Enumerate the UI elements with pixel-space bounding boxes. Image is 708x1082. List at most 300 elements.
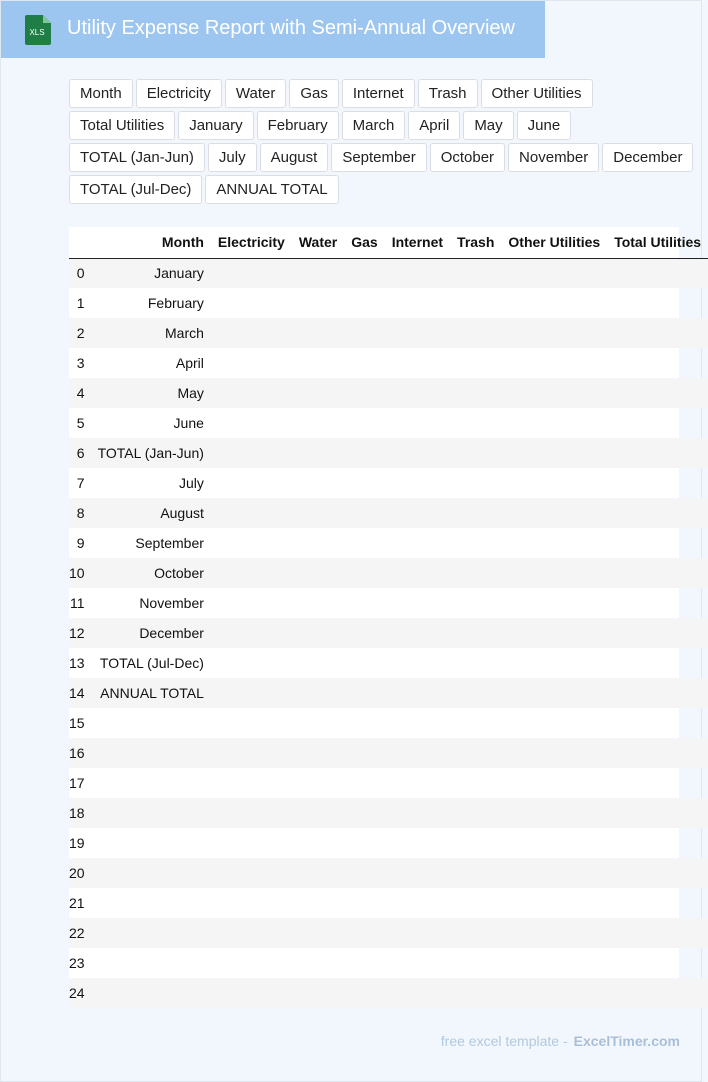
value-cell — [501, 318, 607, 348]
value-cell — [450, 798, 501, 828]
table-row — [69, 318, 708, 348]
row-index-cell — [69, 588, 91, 618]
value-cell — [607, 558, 708, 588]
value-cell — [607, 288, 708, 318]
month-cell: September — [135, 535, 204, 551]
column-chip[interactable]: Internet — [342, 79, 415, 108]
value-cell — [501, 348, 607, 378]
column-chip[interactable]: TOTAL (Jan-Jun) — [69, 143, 205, 172]
value-cell — [501, 648, 607, 678]
value-cell — [344, 768, 384, 798]
value-cell — [344, 258, 384, 288]
value-cell — [607, 378, 708, 408]
value-cell — [292, 528, 344, 558]
value-cell — [292, 438, 344, 468]
value-cell — [292, 558, 344, 588]
value-cell — [501, 948, 607, 978]
value-cell — [501, 708, 607, 738]
value-cell — [344, 408, 384, 438]
table-row — [69, 408, 708, 438]
value-cell — [211, 678, 292, 708]
value-cell — [292, 828, 344, 858]
value-cell — [344, 978, 384, 1008]
value-cell — [607, 408, 708, 438]
column-chip[interactable]: Electricity — [136, 79, 222, 108]
column-chip[interactable]: June — [517, 111, 572, 140]
month-cell — [91, 948, 211, 978]
table-row — [69, 768, 708, 798]
table-row — [69, 558, 708, 588]
column-chip[interactable]: Total Utilities — [69, 111, 175, 140]
data-table — [69, 227, 708, 1008]
value-cell — [292, 918, 344, 948]
value-cell — [211, 258, 292, 288]
value-cell — [450, 888, 501, 918]
value-cell — [450, 258, 501, 288]
value-cell — [501, 888, 607, 918]
value-cell — [385, 558, 450, 588]
value-cell — [344, 678, 384, 708]
value-cell — [385, 828, 450, 858]
table-row — [69, 828, 708, 858]
value-cell — [385, 738, 450, 768]
value-cell — [450, 528, 501, 558]
row-index-cell — [69, 948, 91, 978]
row-index: 11 — [70, 595, 85, 611]
value-cell — [501, 498, 607, 528]
value-cell — [211, 468, 292, 498]
row-index: 17 — [69, 775, 85, 791]
value-cell — [211, 408, 292, 438]
month-cell — [91, 798, 211, 828]
value-cell — [292, 858, 344, 888]
value-cell — [292, 978, 344, 1008]
value-cell — [501, 828, 607, 858]
value-cell — [211, 648, 292, 678]
table-row — [69, 738, 708, 768]
value-cell — [385, 258, 450, 288]
value-cell — [211, 438, 292, 468]
table-row — [69, 948, 708, 978]
value-cell — [211, 978, 292, 1008]
value-cell — [385, 918, 450, 948]
month-cell: April — [175, 355, 204, 371]
value-cell — [450, 768, 501, 798]
value-cell — [501, 588, 607, 618]
value-cell — [211, 708, 292, 738]
month-cell: December — [91, 618, 211, 648]
value-cell — [292, 258, 344, 288]
value-cell — [344, 528, 384, 558]
row-index-cell — [69, 828, 91, 858]
value-cell — [344, 828, 384, 858]
spreadsheet-preview — [69, 227, 702, 1008]
value-cell — [450, 948, 501, 978]
value-cell — [344, 318, 384, 348]
value-cell — [501, 408, 607, 438]
row-index: 5 — [76, 415, 85, 431]
svg-text:XLS: XLS — [29, 28, 45, 37]
month-cell: November — [139, 595, 204, 611]
value-cell — [211, 498, 292, 528]
value-cell — [292, 738, 344, 768]
value-cell — [211, 918, 292, 948]
value-cell — [501, 438, 607, 468]
month-cell: March — [91, 318, 211, 348]
value-cell — [344, 888, 384, 918]
row-index: 18 — [69, 805, 85, 821]
row-index: 10 — [69, 565, 85, 581]
value-cell — [344, 468, 384, 498]
row-index-cell — [69, 408, 91, 438]
value-cell — [211, 828, 292, 858]
value-cell — [450, 648, 501, 678]
value-cell — [385, 498, 450, 528]
row-index-cell — [69, 318, 91, 348]
value-cell — [292, 468, 344, 498]
value-cell — [607, 768, 708, 798]
row-index: 0 — [76, 265, 85, 282]
row-index-cell — [69, 678, 91, 708]
column-header: Total Utilities — [607, 227, 708, 258]
column-chip-list — [69, 79, 701, 204]
value-cell — [607, 708, 708, 738]
row-index: 1 — [76, 295, 85, 311]
value-cell — [344, 438, 384, 468]
column-chip[interactable]: March — [342, 111, 406, 140]
month-cell: TOTAL (Jul-Dec) — [99, 655, 204, 671]
table-row — [69, 498, 708, 528]
row-index: 2 — [76, 325, 85, 341]
row-index-cell — [69, 258, 91, 288]
month-cell — [91, 828, 211, 858]
value-cell — [292, 948, 344, 978]
page-title: Utility Expense Report with Semi-Annual Overview — [67, 17, 515, 39]
value-cell — [344, 738, 384, 768]
row-index: 14 — [69, 685, 85, 701]
value-cell — [292, 798, 344, 828]
value-cell — [344, 288, 384, 318]
value-cell — [292, 378, 344, 408]
value-cell — [501, 978, 607, 1008]
value-cell — [344, 948, 384, 978]
value-cell — [607, 978, 708, 1008]
row-index-cell — [69, 498, 91, 528]
footer-brand-link[interactable]: ExcelTimer.com — [573, 1033, 680, 1049]
value-cell — [211, 738, 292, 768]
row-index: 22 — [69, 925, 85, 941]
value-cell — [607, 858, 708, 888]
row-index-cell — [69, 798, 91, 828]
column-header: Other Utilities — [501, 227, 607, 258]
value-cell — [501, 528, 607, 558]
column-header: Trash — [450, 227, 501, 258]
value-cell — [501, 618, 607, 648]
value-cell — [607, 498, 708, 528]
value-cell — [211, 948, 292, 978]
value-cell — [292, 648, 344, 678]
value-cell — [385, 588, 450, 618]
column-header: Month — [91, 227, 211, 258]
column-chip[interactable]: August — [260, 143, 329, 172]
column-chip[interactable]: April — [408, 111, 460, 140]
value-cell — [344, 588, 384, 618]
index-header-cell — [69, 227, 91, 258]
month-cell: January — [91, 258, 211, 288]
value-cell — [385, 528, 450, 558]
table-row — [69, 618, 708, 648]
value-cell — [607, 888, 708, 918]
value-cell — [607, 438, 708, 468]
value-cell — [607, 948, 708, 978]
table-row — [69, 528, 708, 558]
row-index-cell — [69, 378, 91, 408]
xls-file-icon — [24, 15, 51, 45]
value-cell — [211, 588, 292, 618]
table-row — [69, 438, 708, 468]
value-cell — [385, 768, 450, 798]
month-cell: August — [91, 498, 211, 528]
column-chip[interactable]: November — [508, 143, 599, 172]
value-cell — [292, 498, 344, 528]
value-cell — [292, 768, 344, 798]
value-cell — [607, 738, 708, 768]
table-row — [69, 678, 708, 708]
column-chip[interactable]: Trash — [418, 79, 478, 108]
value-cell — [211, 618, 292, 648]
value-cell — [450, 828, 501, 858]
month-cell — [91, 738, 211, 768]
value-cell — [292, 618, 344, 648]
value-cell — [607, 798, 708, 828]
row-index-cell — [69, 528, 91, 558]
table-row — [69, 378, 708, 408]
value-cell — [211, 768, 292, 798]
value-cell — [385, 438, 450, 468]
value-cell — [211, 288, 292, 318]
month-cell: February — [147, 295, 204, 311]
value-cell — [501, 858, 607, 888]
column-chip[interactable]: Gas — [289, 79, 339, 108]
value-cell — [450, 348, 501, 378]
value-cell — [501, 738, 607, 768]
month-cell — [91, 768, 211, 798]
value-cell — [501, 798, 607, 828]
value-cell — [450, 318, 501, 348]
value-cell — [344, 618, 384, 648]
column-header: Water — [292, 227, 344, 258]
table-row — [69, 858, 708, 888]
row-index: 8 — [76, 505, 85, 521]
row-index: 7 — [76, 475, 85, 491]
row-index-cell — [69, 558, 91, 588]
value-cell — [211, 558, 292, 588]
value-cell — [607, 618, 708, 648]
column-chip[interactable]: January — [178, 111, 253, 140]
value-cell — [385, 468, 450, 498]
value-cell — [501, 468, 607, 498]
value-cell — [385, 378, 450, 408]
row-index: 23 — [69, 955, 85, 971]
column-chip[interactable]: October — [430, 143, 505, 172]
month-cell — [91, 858, 211, 888]
value-cell — [385, 288, 450, 318]
value-cell — [292, 348, 344, 378]
value-cell — [607, 678, 708, 708]
value-cell — [385, 858, 450, 888]
value-cell — [450, 858, 501, 888]
month-cell — [91, 708, 211, 738]
value-cell — [211, 798, 292, 828]
column-chip[interactable]: ANNUAL TOTAL — [205, 175, 338, 204]
value-cell — [292, 288, 344, 318]
value-cell — [344, 348, 384, 378]
row-index: 16 — [69, 745, 85, 761]
row-index-cell — [69, 738, 91, 768]
month-cell: May — [91, 378, 211, 408]
row-index: 21 — [69, 895, 85, 911]
row-index-cell — [69, 918, 91, 948]
row-index: 24 — [69, 985, 85, 1001]
column-header: Gas — [344, 227, 384, 258]
value-cell — [607, 258, 708, 288]
row-index-cell — [69, 348, 91, 378]
column-chip[interactable]: Other Utilities — [481, 79, 593, 108]
value-cell — [450, 918, 501, 948]
value-cell — [607, 318, 708, 348]
month-cell — [91, 978, 211, 1008]
value-cell — [607, 588, 708, 618]
month-cell: June — [173, 415, 204, 431]
row-index-cell — [69, 648, 91, 678]
row-index-cell — [69, 468, 91, 498]
value-cell — [450, 558, 501, 588]
table-row — [69, 288, 708, 318]
row-index: 19 — [69, 835, 85, 851]
footer-credit — [441, 1033, 680, 1049]
value-cell — [292, 888, 344, 918]
table-row — [69, 798, 708, 828]
value-cell — [292, 408, 344, 438]
value-cell — [292, 588, 344, 618]
value-cell — [450, 468, 501, 498]
value-cell — [450, 378, 501, 408]
value-cell — [385, 798, 450, 828]
column-chip[interactable]: December — [602, 143, 693, 172]
row-index-cell — [69, 618, 91, 648]
value-cell — [292, 318, 344, 348]
table-row — [69, 588, 708, 618]
value-cell — [344, 708, 384, 738]
value-cell — [344, 858, 384, 888]
column-chip[interactable]: Water — [225, 79, 286, 108]
row-index: 3 — [76, 355, 85, 371]
value-cell — [450, 288, 501, 318]
value-cell — [211, 888, 292, 918]
value-cell — [501, 258, 607, 288]
column-chip[interactable]: July — [208, 143, 257, 172]
value-cell — [501, 918, 607, 948]
value-cell — [211, 528, 292, 558]
value-cell — [450, 708, 501, 738]
value-cell — [607, 828, 708, 858]
value-cell — [607, 648, 708, 678]
column-chip[interactable]: TOTAL (Jul-Dec) — [69, 175, 202, 204]
value-cell — [385, 678, 450, 708]
value-cell — [450, 618, 501, 648]
value-cell — [607, 348, 708, 378]
table-row — [69, 258, 708, 288]
month-cell: October — [91, 558, 211, 588]
row-index-cell — [69, 438, 91, 468]
column-chip[interactable]: Month — [69, 79, 133, 108]
column-chip[interactable]: May — [463, 111, 513, 140]
value-cell — [501, 678, 607, 708]
title-banner — [1, 1, 545, 58]
column-chip[interactable]: September — [331, 143, 426, 172]
month-cell — [91, 918, 211, 948]
value-cell — [607, 918, 708, 948]
row-index: 20 — [69, 865, 85, 881]
value-cell — [450, 588, 501, 618]
footer-text: free excel template - — [440, 1033, 568, 1049]
column-header: Internet — [385, 227, 450, 258]
row-index: 6 — [76, 445, 85, 461]
value-cell — [450, 978, 501, 1008]
table-row — [69, 708, 708, 738]
row-index-cell — [69, 708, 91, 738]
column-header: Electricity — [211, 227, 292, 258]
month-cell — [91, 888, 211, 918]
value-cell — [344, 648, 384, 678]
value-cell — [385, 648, 450, 678]
row-index-cell — [69, 858, 91, 888]
value-cell — [450, 438, 501, 468]
value-cell — [292, 708, 344, 738]
value-cell — [607, 528, 708, 558]
value-cell — [385, 978, 450, 1008]
value-cell — [385, 888, 450, 918]
value-cell — [501, 288, 607, 318]
value-cell — [385, 708, 450, 738]
value-cell — [211, 378, 292, 408]
month-cell: TOTAL (Jan-Jun) — [91, 438, 211, 468]
value-cell — [344, 918, 384, 948]
value-cell — [344, 378, 384, 408]
value-cell — [450, 498, 501, 528]
row-index-cell — [69, 768, 91, 798]
row-index: 12 — [69, 625, 85, 641]
value-cell — [211, 858, 292, 888]
value-cell — [211, 348, 292, 378]
month-cell: July — [179, 475, 204, 491]
row-index-cell — [69, 288, 91, 318]
value-cell — [501, 768, 607, 798]
value-cell — [385, 948, 450, 978]
month-cell: ANNUAL TOTAL — [91, 678, 211, 708]
table-row — [69, 468, 708, 498]
value-cell — [501, 378, 607, 408]
value-cell — [385, 408, 450, 438]
value-cell — [385, 618, 450, 648]
column-chip[interactable]: February — [257, 111, 339, 140]
row-index: 4 — [76, 385, 85, 401]
table-row — [69, 888, 708, 918]
row-index: 13 — [69, 655, 85, 671]
table-row — [69, 348, 708, 378]
value-cell — [450, 738, 501, 768]
value-cell — [292, 678, 344, 708]
